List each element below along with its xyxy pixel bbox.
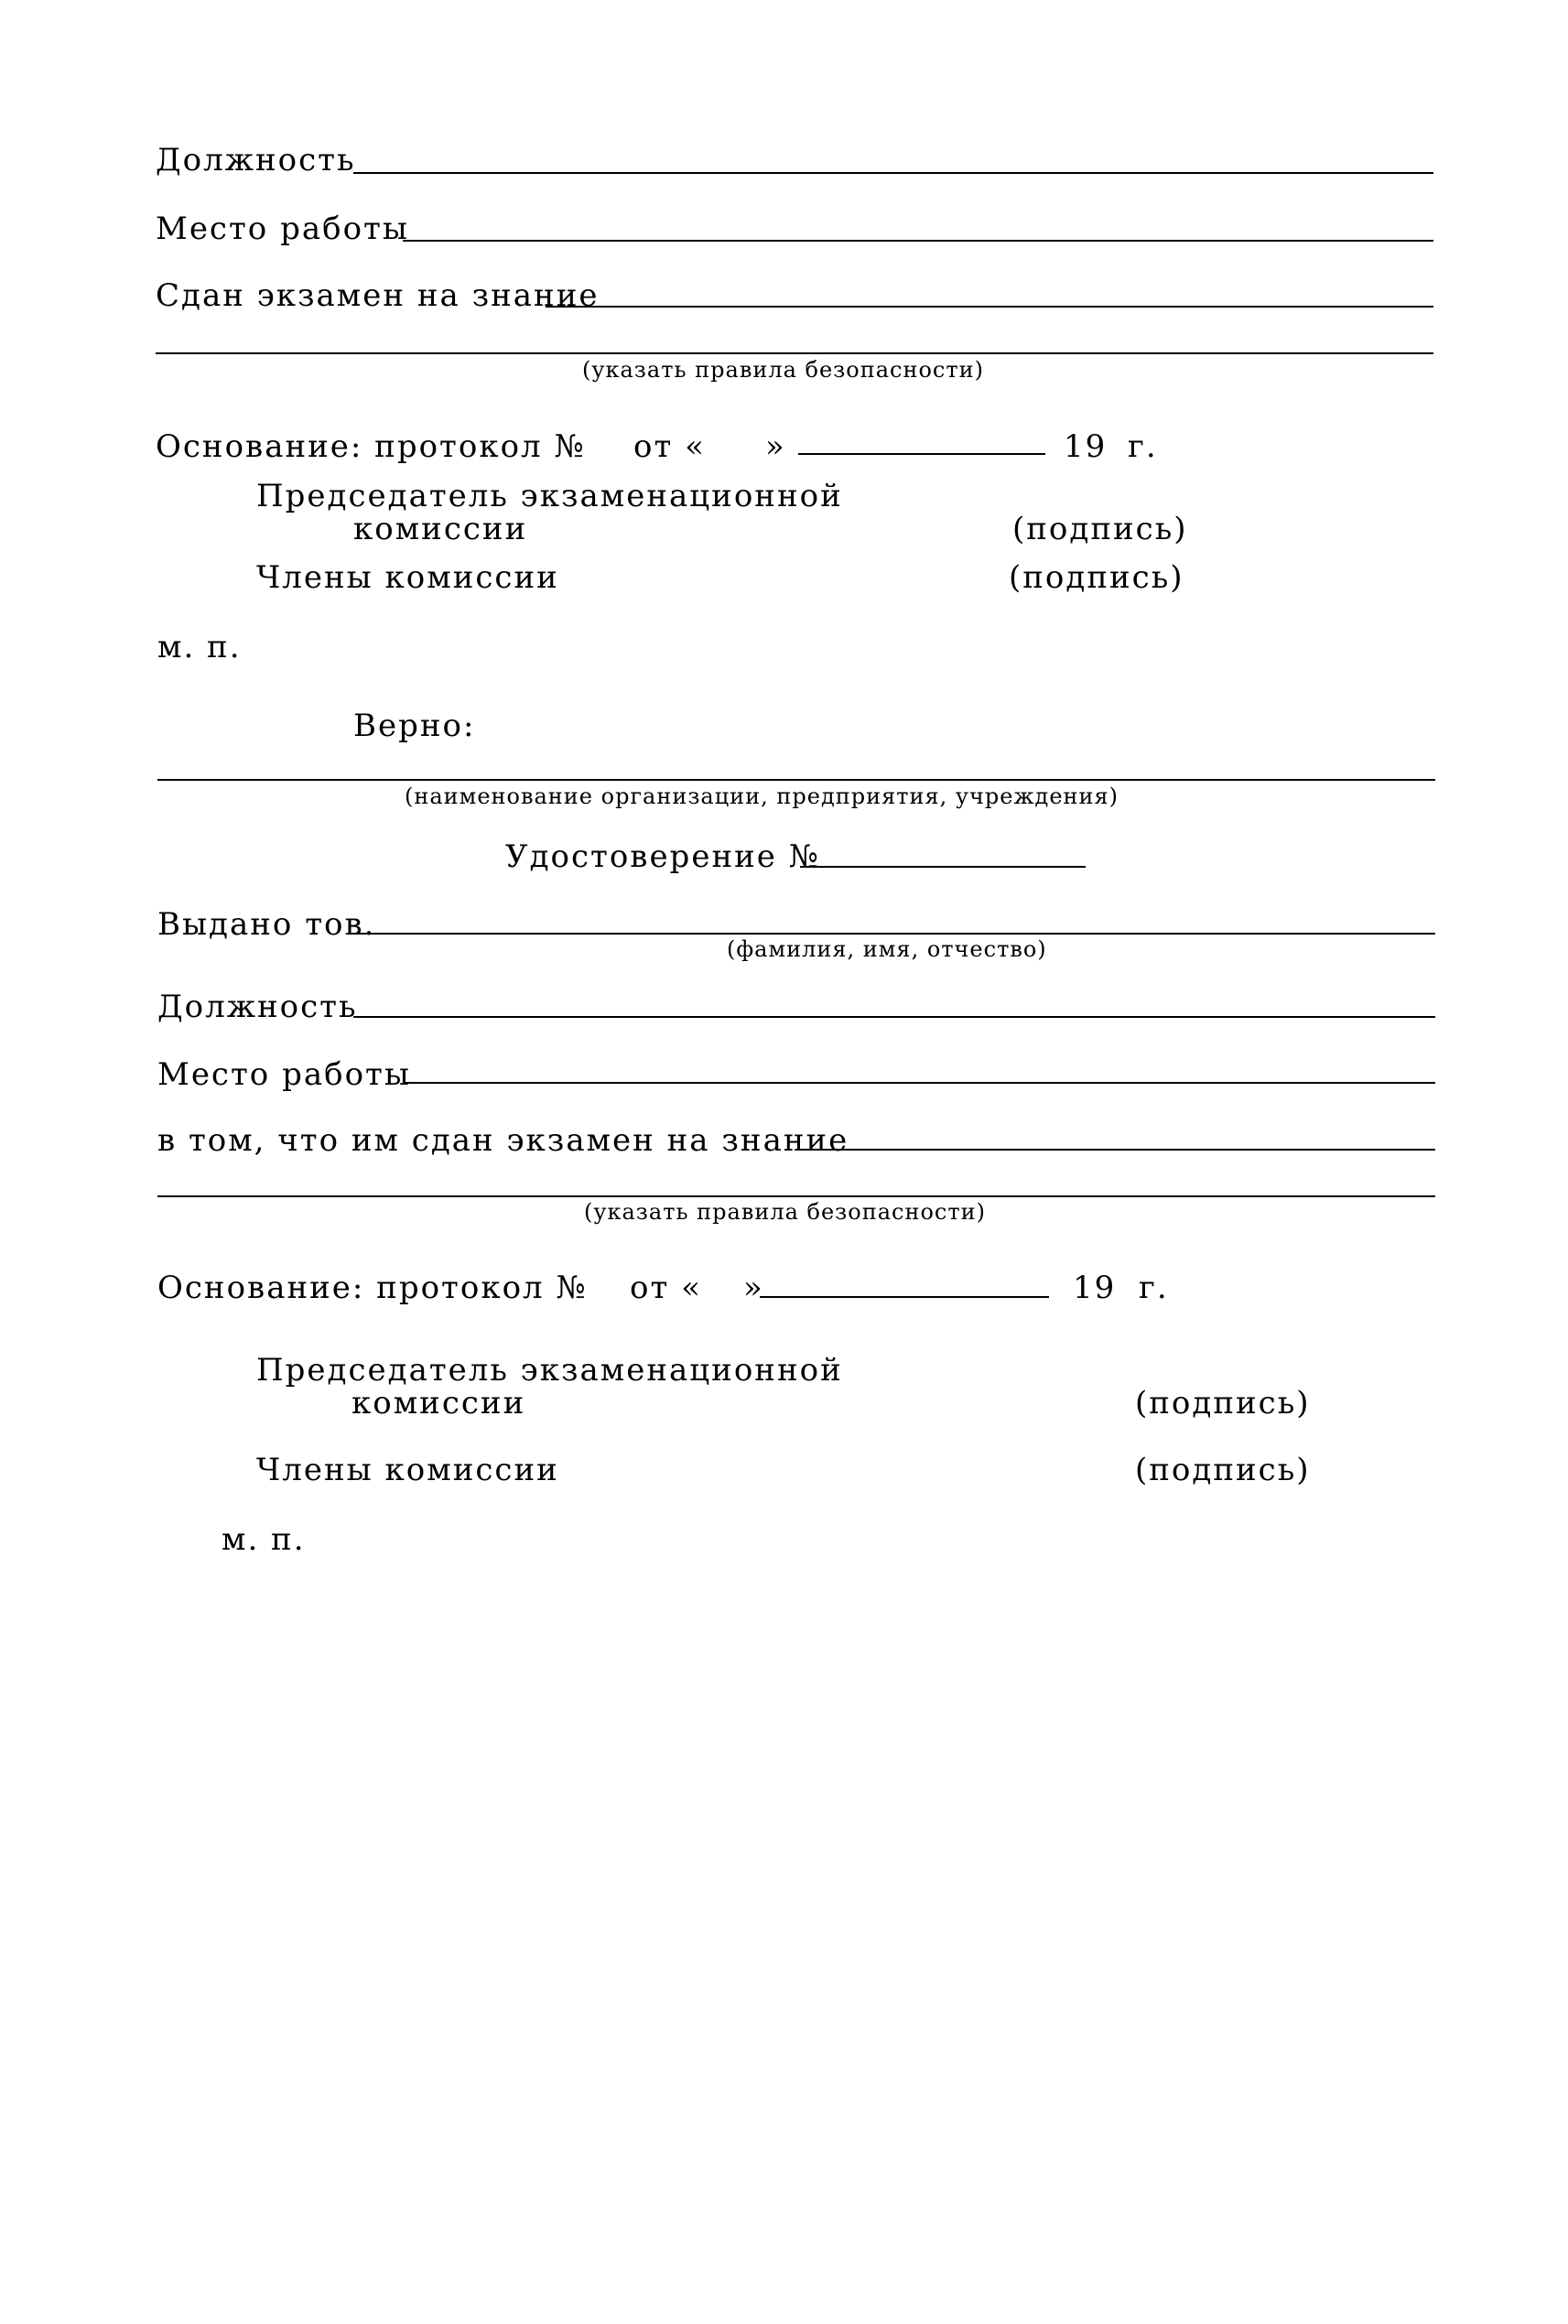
date-from-label-2: от « [630, 1270, 702, 1306]
exam-field-line-3[interactable] [796, 1149, 1435, 1151]
position-field-line-2[interactable] [353, 1016, 1435, 1018]
members-signature: (подпись) [1009, 559, 1184, 596]
year-suffix: г. [1128, 428, 1158, 465]
full-name-caption: (фамилия, имя, отчество) [727, 936, 1047, 962]
exam-label-2: в том, что им сдан экзамен на знание [157, 1122, 849, 1159]
chairman-signature-2: (подпись) [1135, 1385, 1311, 1421]
position-field-line[interactable] [353, 172, 1433, 174]
organization-caption: (наименование организации, предприятия, учреждения) [405, 784, 1119, 809]
basis-label: Основание: протокол № [156, 428, 586, 465]
date-from-label: от « [633, 428, 706, 465]
year-suffix-2: г. [1139, 1270, 1169, 1306]
chairman-signature: (подпись) [1012, 511, 1188, 547]
exam-field-line-2[interactable] [156, 352, 1433, 354]
organization-field-line[interactable] [157, 779, 1435, 781]
issued-to-label: Выдано тов. [157, 906, 376, 943]
exam-field-line[interactable] [546, 306, 1433, 308]
chairman-title-line2: комиссии [353, 511, 528, 547]
position-label-2: Должность [157, 989, 358, 1025]
workplace-field-line[interactable] [403, 240, 1433, 242]
seal-place: м. п. [157, 629, 242, 665]
certificate-title: Удостоверение № [505, 838, 820, 875]
date-month-line[interactable] [798, 453, 1045, 455]
workplace-label: Место работы [156, 211, 409, 247]
chairman-title-line2-2: комиссии [351, 1385, 526, 1421]
rules-caption-2: (указать правила безопасности) [584, 1199, 986, 1225]
year-label-2: 19 [1073, 1270, 1117, 1306]
exam-field-line-4[interactable] [157, 1195, 1435, 1197]
date-quote-close: » [765, 428, 786, 465]
date-month-line-2[interactable] [760, 1296, 1049, 1298]
rules-caption: (указать правила безопасности) [582, 357, 984, 383]
workplace-field-line-2[interactable] [405, 1082, 1435, 1084]
position-label: Должность [156, 142, 356, 178]
exam-label: Сдан экзамен на знание [156, 277, 600, 314]
members-label: Члены комиссии [256, 559, 559, 596]
certificate-number-line[interactable] [800, 866, 1086, 868]
date-quote-close-2: » [743, 1270, 764, 1306]
members-label-2: Члены комиссии [256, 1452, 559, 1488]
chairman-title-line1: Председатель экзаменационной [256, 478, 843, 514]
seal-place-2: м. п. [222, 1521, 306, 1558]
full-name-field-line[interactable] [350, 933, 1435, 935]
chairman-title-line1-2: Председатель экзаменационной [256, 1352, 843, 1389]
basis-label-2: Основание: протокол № [157, 1270, 588, 1306]
verified-label: Верно: [353, 708, 476, 744]
year-label: 19 [1064, 428, 1108, 465]
workplace-label-2: Место работы [157, 1056, 411, 1093]
members-signature-2: (подпись) [1135, 1452, 1311, 1488]
